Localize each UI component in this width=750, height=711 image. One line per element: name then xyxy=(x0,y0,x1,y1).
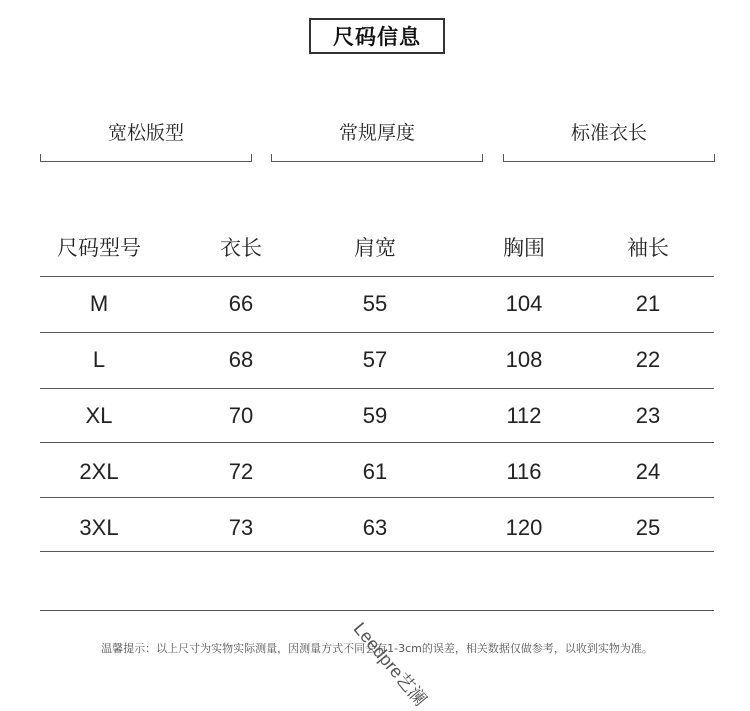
cell-size: L xyxy=(92,347,106,372)
cell-chest: 108 xyxy=(505,347,543,372)
table-row xyxy=(40,444,714,500)
row-divider xyxy=(40,442,714,443)
header-size: 尺码型号 xyxy=(57,236,141,260)
header-chest: 胸围 xyxy=(503,236,545,260)
cell-size: M xyxy=(89,291,109,316)
feature-label: 标准衣长 xyxy=(570,122,647,144)
cell-shoulder: 55 xyxy=(362,291,388,316)
bracket-divider xyxy=(40,154,252,162)
feature-label: 常规厚度 xyxy=(338,122,415,144)
row-divider xyxy=(40,497,714,498)
cell-size: 3XL xyxy=(79,515,119,540)
cell-length: 68 xyxy=(228,347,254,372)
feature-length xyxy=(503,116,715,162)
table-row xyxy=(40,332,714,388)
cell-shoulder: 63 xyxy=(362,515,388,540)
cell-sleeve: 21 xyxy=(635,291,661,316)
bracket-divider xyxy=(271,154,483,162)
feature-label: 宽松版型 xyxy=(107,122,184,144)
cell-chest: 112 xyxy=(506,403,542,428)
feature-fit xyxy=(40,116,252,162)
size-table xyxy=(40,218,714,556)
row-divider xyxy=(40,332,714,333)
row-divider xyxy=(40,388,714,389)
watermark: Leedpre艺澜 xyxy=(349,618,431,710)
cell-length: 72 xyxy=(228,459,254,484)
table-row xyxy=(40,276,714,332)
feature-thickness xyxy=(271,116,483,162)
table-row xyxy=(40,388,714,444)
bracket-divider xyxy=(503,154,715,162)
row-divider xyxy=(40,551,714,552)
cell-size: XL xyxy=(85,403,113,428)
page-title: 尺码信息 xyxy=(309,18,445,54)
cell-sleeve: 23 xyxy=(635,403,661,428)
cell-length: 73 xyxy=(228,515,254,540)
cell-shoulder: 59 xyxy=(362,403,388,428)
table-row xyxy=(40,500,714,556)
header-shoulder: 肩宽 xyxy=(354,236,396,260)
cell-shoulder: 61 xyxy=(362,459,388,484)
cell-chest: 104 xyxy=(505,291,543,316)
cell-sleeve: 25 xyxy=(635,515,661,540)
row-divider xyxy=(40,276,714,277)
header-sleeve: 袖长 xyxy=(627,236,669,260)
table-header-row xyxy=(40,218,714,276)
header-length: 衣长 xyxy=(220,236,262,260)
cell-size: 2XL xyxy=(79,459,119,484)
cell-sleeve: 22 xyxy=(635,347,661,372)
cell-shoulder: 57 xyxy=(362,347,388,372)
cell-chest: 120 xyxy=(505,515,543,540)
cell-length: 66 xyxy=(228,291,254,316)
tip-note: 温馨提示：以上尺寸为实物实际测量，因测量方式不同会有1-3cm的误差，相关数据仅做参考，以收到实物为准。 xyxy=(101,642,653,655)
cell-chest: 116 xyxy=(506,459,542,484)
cell-sleeve: 24 xyxy=(635,459,661,484)
row-divider xyxy=(40,610,714,611)
cell-length: 70 xyxy=(228,403,254,428)
